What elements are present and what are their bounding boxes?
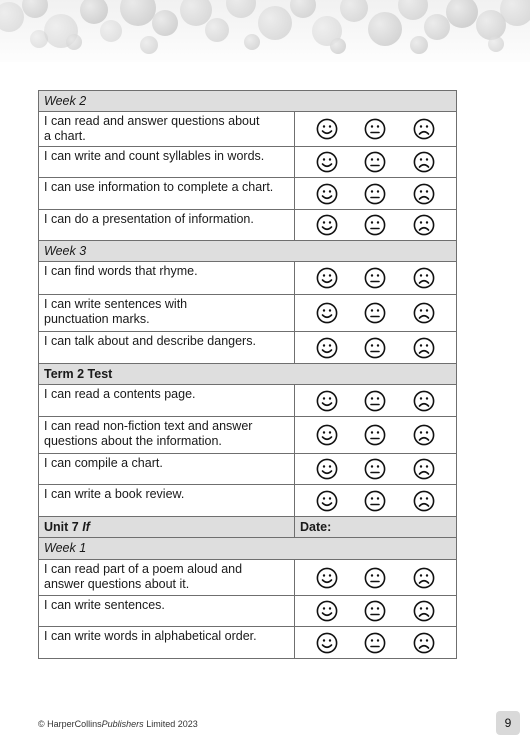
week-header-row	[39, 241, 457, 262]
sad-face-icon[interactable]	[413, 118, 435, 140]
neutral-face-icon[interactable]	[364, 458, 386, 480]
self-assessment-row	[39, 417, 457, 454]
decorative-bubble-banner	[0, 0, 530, 62]
self-assessment-row	[39, 454, 457, 485]
rating-faces	[295, 210, 457, 241]
rating-faces	[295, 627, 457, 659]
happy-face-icon[interactable]	[316, 267, 338, 289]
sad-face-icon[interactable]	[413, 490, 435, 512]
happy-face-icon[interactable]	[316, 458, 338, 480]
rating-faces	[295, 454, 457, 485]
happy-face-icon[interactable]	[316, 600, 338, 622]
unit-title: Unit 7 If	[39, 517, 295, 538]
copyright-footer: © HarperCollinsPublishers Limited 2023	[38, 719, 198, 729]
rating-faces	[295, 262, 457, 295]
statement-text: I can read a contents page.	[39, 385, 295, 417]
sad-face-icon[interactable]	[413, 337, 435, 359]
rating-faces	[295, 332, 457, 364]
self-assessment-row	[39, 560, 457, 596]
neutral-face-icon[interactable]	[364, 490, 386, 512]
statement-text: I can read and answer questions about a chart.	[39, 112, 295, 147]
neutral-face-icon[interactable]	[364, 567, 386, 589]
sad-face-icon[interactable]	[413, 214, 435, 236]
statement-text: I can write sentences with punctuation marks.	[39, 295, 295, 332]
self-assessment-row	[39, 332, 457, 364]
happy-face-icon[interactable]	[316, 302, 338, 324]
self-assessment-row	[39, 210, 457, 241]
statement-text: I can write a book review.	[39, 485, 295, 517]
sad-face-icon[interactable]	[413, 267, 435, 289]
section-label: Term 2 Test	[39, 364, 457, 385]
happy-face-icon[interactable]	[316, 214, 338, 236]
sad-face-icon[interactable]	[413, 567, 435, 589]
statement-text: I can write and count syllables in words.	[39, 147, 295, 178]
section-label: Week 3	[39, 241, 457, 262]
statement-text: I can find words that rhyme.	[39, 262, 295, 295]
rating-faces	[295, 596, 457, 627]
rating-faces	[295, 295, 457, 332]
unit-header-row	[39, 517, 457, 538]
neutral-face-icon[interactable]	[364, 302, 386, 324]
neutral-face-icon[interactable]	[364, 118, 386, 140]
sad-face-icon[interactable]	[413, 458, 435, 480]
happy-face-icon[interactable]	[316, 632, 338, 654]
neutral-face-icon[interactable]	[364, 267, 386, 289]
neutral-face-icon[interactable]	[364, 337, 386, 359]
self-assessment-row	[39, 112, 457, 147]
self-assessment-row	[39, 295, 457, 332]
rating-faces	[295, 417, 457, 454]
rating-faces	[295, 112, 457, 147]
rating-faces	[295, 485, 457, 517]
self-assessment-row	[39, 485, 457, 517]
rating-faces	[295, 385, 457, 417]
happy-face-icon[interactable]	[316, 337, 338, 359]
happy-face-icon[interactable]	[316, 567, 338, 589]
neutral-face-icon[interactable]	[364, 214, 386, 236]
date-label: Date:	[295, 517, 457, 538]
section-label: Week 1	[39, 538, 457, 560]
section-header-row	[39, 364, 457, 385]
section-label: Week 2	[39, 91, 457, 112]
self-assessment-row	[39, 147, 457, 178]
self-assessment-row	[39, 596, 457, 627]
neutral-face-icon[interactable]	[364, 390, 386, 412]
self-assessment-row	[39, 627, 457, 659]
neutral-face-icon[interactable]	[364, 632, 386, 654]
neutral-face-icon[interactable]	[364, 183, 386, 205]
progress-log-table	[38, 90, 457, 659]
happy-face-icon[interactable]	[316, 151, 338, 173]
happy-face-icon[interactable]	[316, 390, 338, 412]
statement-text: I can use information to complete a chart.	[39, 178, 295, 210]
statement-text: I can read part of a poem aloud and answer questions about it.	[39, 560, 295, 596]
self-assessment-row	[39, 178, 457, 210]
happy-face-icon[interactable]	[316, 490, 338, 512]
happy-face-icon[interactable]	[316, 118, 338, 140]
rating-faces	[295, 178, 457, 210]
self-assessment-row	[39, 262, 457, 295]
neutral-face-icon[interactable]	[364, 600, 386, 622]
neutral-face-icon[interactable]	[364, 151, 386, 173]
statement-text: I can do a presentation of information.	[39, 210, 295, 241]
statement-text: I can write words in alphabetical order.	[39, 627, 295, 659]
self-assessment-row	[39, 385, 457, 417]
rating-faces	[295, 560, 457, 596]
sad-face-icon[interactable]	[413, 183, 435, 205]
neutral-face-icon[interactable]	[364, 424, 386, 446]
statement-text: I can write sentences.	[39, 596, 295, 627]
sad-face-icon[interactable]	[413, 151, 435, 173]
sad-face-icon[interactable]	[413, 302, 435, 324]
sad-face-icon[interactable]	[413, 600, 435, 622]
happy-face-icon[interactable]	[316, 424, 338, 446]
sad-face-icon[interactable]	[413, 390, 435, 412]
sad-face-icon[interactable]	[413, 632, 435, 654]
statement-text: I can compile a chart.	[39, 454, 295, 485]
statement-text: I can talk about and describe dangers.	[39, 332, 295, 364]
statement-text: I can read non-fiction text and answer questions about the information.	[39, 417, 295, 454]
page-number: 9	[496, 711, 520, 735]
happy-face-icon[interactable]	[316, 183, 338, 205]
week-header-row	[39, 91, 457, 112]
sad-face-icon[interactable]	[413, 424, 435, 446]
week-header-row	[39, 538, 457, 560]
rating-faces	[295, 147, 457, 178]
